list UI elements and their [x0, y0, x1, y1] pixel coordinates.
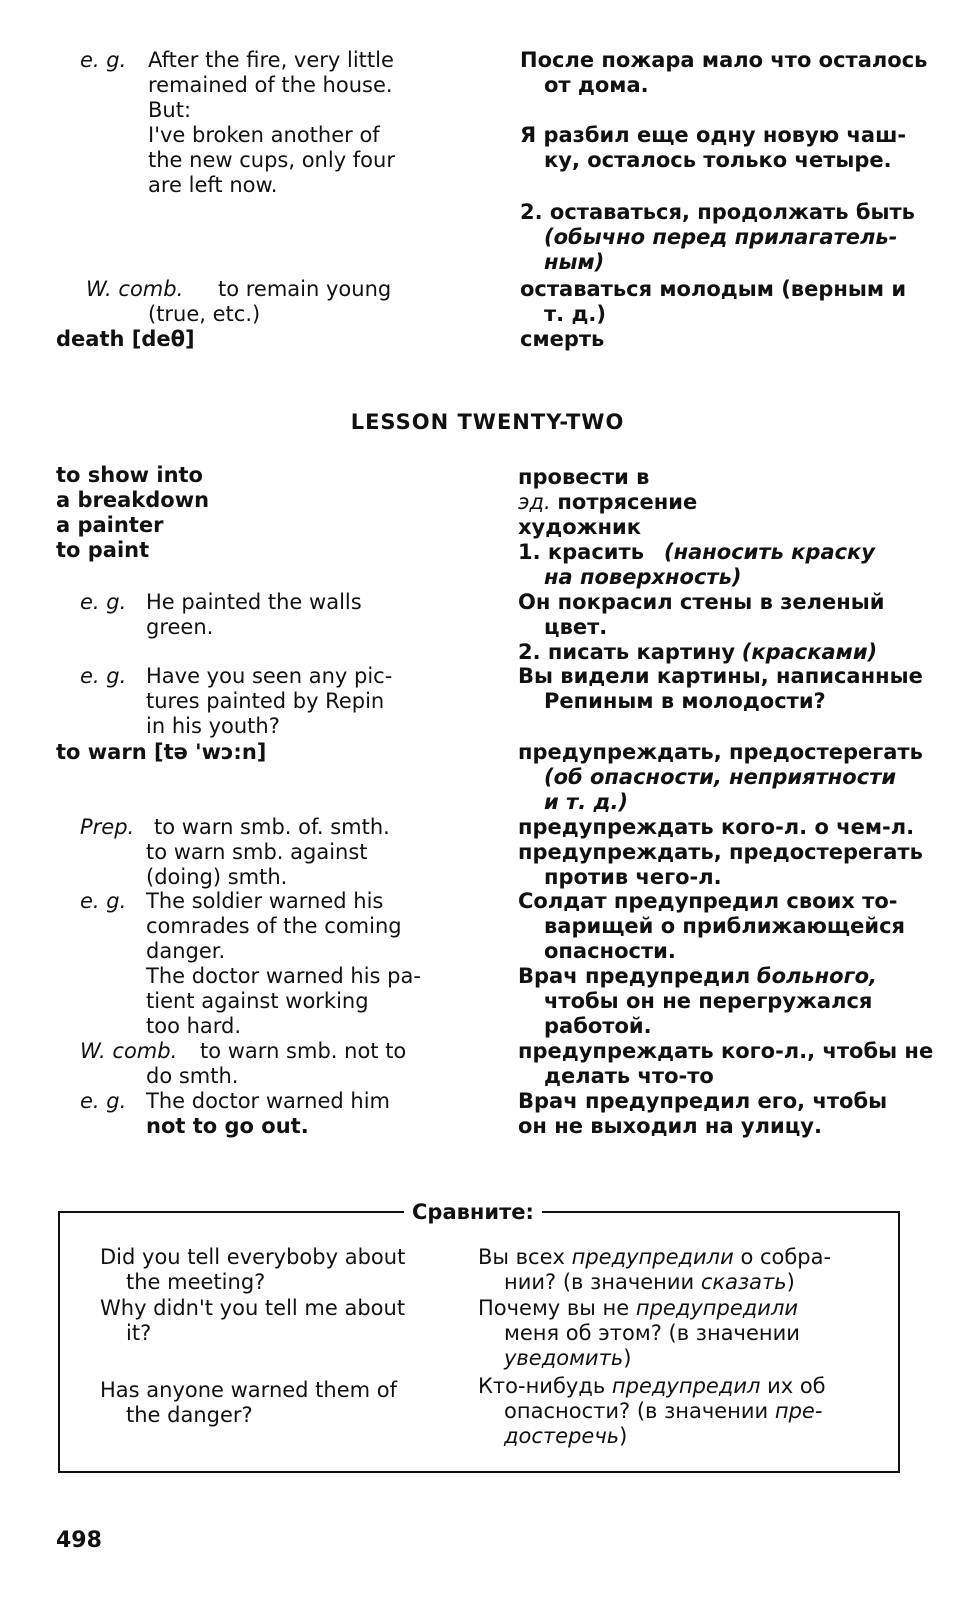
example-text: comrades of the coming [146, 914, 402, 938]
translation-text: предупреждать кого-л. о чем-л. [518, 815, 915, 839]
translation-text: оставаться молодым (верным и [520, 277, 907, 301]
translation-text: потрясение [557, 490, 698, 514]
translation-text: предупреждать кого-л., чтобы не [518, 1039, 934, 1063]
translation-text: т. д.) [544, 302, 606, 326]
translation-text: Вы видели картины, написанные [518, 664, 923, 688]
word-combination-text: to remain young [218, 277, 392, 301]
compare-translation: уведомить) [504, 1346, 632, 1370]
translation-text: Репиным в молодости? [544, 689, 826, 713]
translation-text: Врач предупредил его, чтобы [518, 1089, 888, 1113]
translation-text: 2. писать картину [518, 640, 736, 664]
translation-note: (обычно перед прилагатель- [544, 225, 898, 249]
word-combination-label: W. comb. [86, 277, 184, 301]
translation-text: смерть [520, 327, 605, 351]
example-text: remained of the house. [148, 73, 393, 97]
example-text: The soldier warned his [146, 889, 384, 913]
preposition-text: to warn smb. of. smth. [154, 815, 390, 839]
translation-text: 2. оставаться, продолжать быть [520, 200, 915, 224]
translation-text: художник [518, 515, 641, 539]
translation-note: (об опасности, неприятности [544, 765, 897, 789]
word-combination-label: W. comb. [80, 1039, 178, 1063]
compare-sentence: Why didn't you tell me about [100, 1296, 406, 1320]
compare-sentence: the meeting? [126, 1270, 266, 1294]
compare-sentence: Has anyone warned them of [100, 1378, 398, 1402]
compare-translation: достеречь) [504, 1424, 628, 1448]
preposition-text: (doing) smth. [146, 865, 288, 889]
example-text: green. [146, 615, 214, 639]
compare-translation: Кто-нибудь предупредил их об [478, 1374, 826, 1398]
translation-text: предупреждать, предостерегать [518, 740, 923, 764]
headword: to warn [tə 'wɔ:n] [56, 740, 267, 764]
translation-text: цвет. [544, 615, 608, 639]
context-label: эд. [518, 490, 551, 514]
example-label: e. g. [80, 889, 127, 913]
translation-text: опасности. [544, 939, 676, 963]
translation-note: (наносить краску [664, 540, 875, 564]
translation-text: Он покрасил стены в зеленый [518, 590, 885, 614]
translation-note: на поверхность) [544, 565, 742, 589]
example-label: e. g. [80, 1089, 127, 1113]
example-text: The doctor warned his pa- [146, 964, 421, 988]
example-label: e. g. [80, 590, 127, 614]
compare-translation: опасности? (в значении пре- [504, 1399, 823, 1423]
compare-translation: нии? (в значении сказать) [504, 1270, 795, 1294]
word-combination-text: to warn smb. not to [200, 1039, 407, 1063]
compare-sentence: it? [126, 1321, 152, 1345]
translation-text: После пожара мало что осталось [520, 48, 928, 72]
translation-text: Врач предупредил [518, 964, 751, 988]
translation-text: ку, осталось только четыре. [544, 148, 892, 172]
compare-translation: меня об этом? (в значении [504, 1321, 800, 1345]
example-text: the new cups, only four [148, 148, 395, 172]
example-text: tures painted by Repin [146, 689, 385, 713]
preposition-text: to warn smb. against [146, 840, 368, 864]
example-text: After the fire, very little [148, 48, 394, 72]
compare-translation: Почему вы не предупредили [478, 1296, 799, 1320]
example-text: But: [148, 98, 192, 122]
translation-text: провести в [518, 465, 650, 489]
headword: death [deθ] [56, 327, 195, 351]
translation-note: больного, [756, 964, 877, 988]
example-text: I've broken another of [148, 123, 380, 147]
example-text: The doctor warned him [146, 1089, 390, 1113]
word-combination-text: do smth. [146, 1064, 239, 1088]
preposition-label: Prep. [80, 815, 135, 839]
translation-note: и т. д.) [544, 790, 629, 814]
compare-sentence: Did you tell everyboby about [100, 1245, 406, 1269]
example-text: in his youth? [146, 714, 280, 738]
translation-text: чтобы он не перегружался [544, 989, 873, 1013]
example-text: not to go out. [146, 1114, 309, 1138]
translation-text: от дома. [544, 73, 649, 97]
translation-text: предупреждать, предостерегать [518, 840, 923, 864]
compare-translation: Вы всех предупредили о собра- [478, 1245, 832, 1269]
translation-text: Солдат предупредил своих то- [518, 889, 898, 913]
page-number: 498 [56, 1528, 102, 1553]
example-text: too hard. [146, 1014, 242, 1038]
translation-text: работой. [544, 1014, 652, 1038]
compare-sentence: the danger? [126, 1403, 253, 1427]
translation-note: ным) [544, 250, 605, 274]
translation-text: Я разбил еще одну новую чаш- [520, 123, 907, 147]
example-text: Have you seen any pic- [146, 664, 393, 688]
example-text: He painted the walls [146, 590, 362, 614]
translation-text: 1. красить [518, 540, 644, 564]
headword: to show into [56, 463, 203, 487]
translation-text: делать что-то [544, 1064, 714, 1088]
lesson-title: LESSON TWENTY-TWO [350, 410, 625, 434]
headword: to paint [56, 538, 150, 562]
example-text: are left now. [148, 173, 278, 197]
headword: a breakdown [56, 488, 210, 512]
headword: a painter [56, 513, 164, 537]
example-label: e. g. [80, 664, 127, 688]
compare-box-title: Сравните: [404, 1200, 542, 1225]
example-label: e. g. [80, 48, 127, 72]
example-text: danger. [146, 939, 226, 963]
word-combination-text: (true, etc.) [148, 302, 261, 326]
translation-text: против чего-л. [544, 865, 722, 889]
translation-note: (красками) [741, 640, 878, 664]
example-text: tient against working [146, 989, 369, 1013]
translation-text: варищей о приближающейся [544, 914, 906, 938]
translation-text: он не выходил на улицу. [518, 1114, 822, 1138]
